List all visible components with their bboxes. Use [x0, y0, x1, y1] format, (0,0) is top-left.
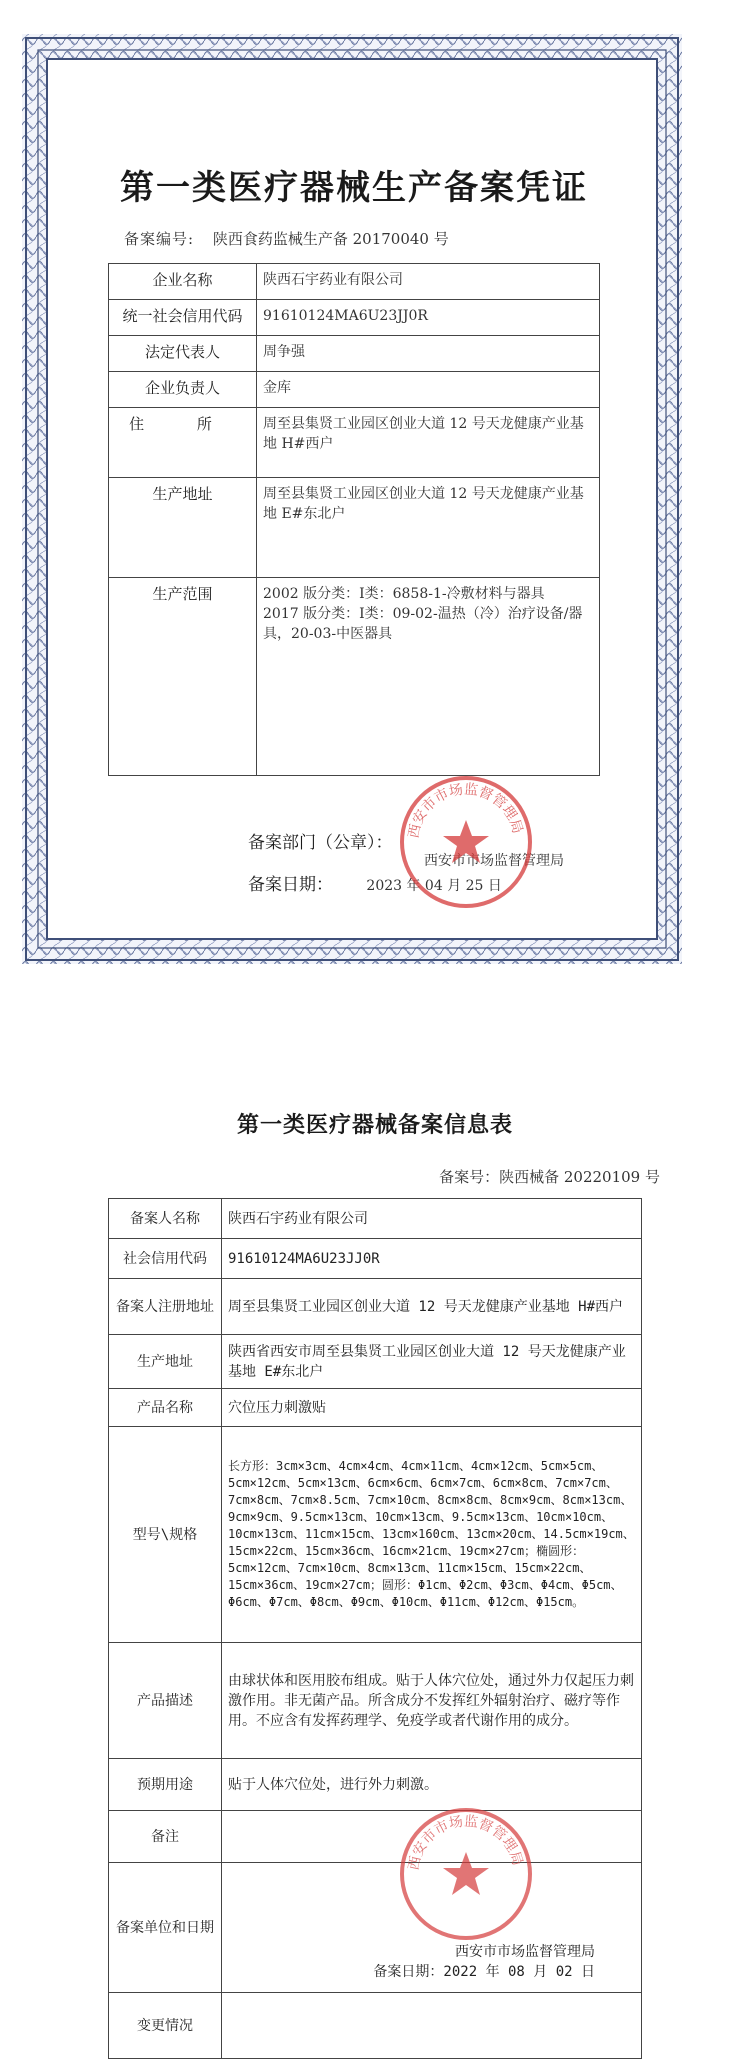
row-value: 长方形：3cm×3cm、4cm×4cm、4cm×11cm、4cm×12cm、5cm×5cm、5cm×12cm、5cm×13cm、6cm×6cm、6cm×7cm、6cm×8cm、7cm×7cm、7cm×8cm、7cm×8.5cm、7cm×10cm、8cm×8cm、8cm×9cm、8cm×13cm、9cm×9cm、9.5cm×13cm、10cm×13cm、9.5cm×13cm、10cm×10cm、10cm×13cm、11cm×15cm、13cm×160cm、13cm×20cm、14.5cm×19cm、15cm×22cm、15cm×36cm、16cm×21cm、19cm×27cm；椭圆形：5cm×12cm、7cm×10cm、8cm×13cm、11cm×15cm、15cm×22cm、15cm×36cm、19cm×27cm；圆形：Φ1cm、Φ2cm、Φ3cm、Φ4cm、Φ5cm、Φ6cm、Φ7cm、Φ8cm、Φ9cm、Φ10cm、Φ11cm、Φ12cm、Φ15cm。 — [222, 1427, 642, 1643]
table-row — [109, 578, 600, 776]
row-label: 预期用途 — [109, 1759, 222, 1811]
row-label: 统一社会信用代码 — [109, 300, 257, 336]
official-seal-icon — [396, 1804, 536, 1944]
seal-text: 西安市市场监督管理局 — [405, 1813, 526, 1872]
row-value: 91610124MA6U23JJ0R — [257, 300, 600, 336]
certificate-title: 第一类医疗器械生产备案凭证 — [120, 168, 588, 208]
table-row — [109, 1643, 642, 1759]
certificate-table — [108, 263, 600, 776]
filing-dept — [248, 828, 393, 853]
filing-date-label: 备案日期： — [248, 875, 333, 895]
row-value: 周至县集贤工业园区创业大道 12 号天龙健康产业基地 H#西户 — [222, 1279, 642, 1335]
row-value: 穴位压力刺激贴 — [222, 1389, 642, 1427]
table-row — [109, 1759, 642, 1811]
row-value: 陕西石宇药业有限公司 — [257, 264, 600, 300]
row-label: 住 所 — [109, 408, 257, 478]
row-label: 备案人名称 — [109, 1199, 222, 1239]
row-value: 金库 — [257, 372, 600, 408]
row-label: 生产范围 — [109, 578, 257, 776]
row-value: 周至县集贤工业园区创业大道 12 号天龙健康产业基地 E#东北户 — [257, 478, 600, 578]
table-row — [109, 1199, 642, 1239]
scope-2002: 2002 版分类：Ⅰ类：6858-1-冷敷材料与器具 — [263, 586, 545, 602]
table-row — [109, 264, 600, 300]
row-value: 陕西石宇药业有限公司 — [222, 1199, 642, 1239]
table-row — [109, 300, 600, 336]
filing-dept-value: 西安市市场监督管理局 — [424, 853, 564, 869]
row-label: 企业负责人 — [109, 372, 257, 408]
row-label: 社会信用代码 — [109, 1239, 222, 1279]
table-row — [109, 372, 600, 408]
info-table — [108, 1198, 642, 2059]
row-value: 周至县集贤工业园区创业大道 12 号天龙健康产业基地 H#西户 — [257, 408, 600, 478]
row-label: 型号\规格 — [109, 1427, 222, 1643]
row-label: 法定代表人 — [109, 336, 257, 372]
table-row — [109, 1239, 642, 1279]
table-row — [109, 1279, 642, 1335]
table-row — [109, 1427, 642, 1643]
table-row — [109, 1335, 642, 1389]
row-label: 备案单位和日期 — [109, 1863, 222, 1993]
row-label: 生产地址 — [109, 1335, 222, 1389]
row-label: 生产地址 — [109, 478, 257, 578]
record-number-value: 陕西食药监械生产备 20170040 号 — [212, 230, 449, 248]
filing-date-value: 备案日期：2022 年 08 月 02 日 — [373, 1964, 595, 1980]
row-value: 由球状体和医用胶布组成。贴于人体穴位处，通过外力仅起压力刺激作用。非无菌产品。所含成分不发挥红外辐射治疗、磁疗等作用。不应含有发挥药理学、免疫学或者代谢作用的成分。 — [222, 1643, 642, 1759]
seal-text: 西安市市场监督管理局 — [405, 781, 526, 840]
row-value: 91610124MA6U23JJ0R — [222, 1239, 642, 1279]
official-seal-icon — [396, 772, 536, 912]
table-row — [109, 1863, 642, 1993]
scope-2017: 2017 版分类：Ⅰ类：09-02-温热（冷）治疗设备/器具，20-03-中医器具 — [263, 606, 583, 642]
filing-dept-value: 西安市市场监督管理局 — [455, 1944, 595, 1960]
row-label: 产品描述 — [109, 1643, 222, 1759]
table-row — [109, 336, 600, 372]
row-value: 周争强 — [257, 336, 600, 372]
table-row — [109, 1811, 642, 1863]
info-record-number: 备案号：陕西械备 20220109 号 — [439, 1168, 660, 1186]
row-label: 变更情况 — [109, 1993, 222, 2059]
row-label: 产品名称 — [109, 1389, 222, 1427]
row-label: 企业名称 — [109, 264, 257, 300]
filing-dept-label: 备案部门（公章）： — [248, 833, 393, 853]
table-row — [109, 478, 600, 578]
table-row — [109, 1389, 642, 1427]
record-number-label: 备案编号: — [124, 230, 195, 248]
info-table-title: 第一类医疗器械备案信息表 — [236, 1112, 513, 1138]
row-label: 备案人注册地址 — [109, 1279, 222, 1335]
row-label: 备注 — [109, 1811, 222, 1863]
certificate-record-number — [124, 228, 449, 249]
filing-date-value: 2023 年 04 月 25 日 — [366, 878, 502, 894]
table-row — [109, 408, 600, 478]
row-value: 贴于人体穴位处，进行外力刺激。 — [222, 1759, 642, 1811]
row-value — [222, 1993, 642, 2059]
certificate-body — [46, 58, 658, 940]
row-value — [257, 578, 600, 776]
row-value: 陕西省西安市周至县集贤工业园区创业大道 12 号天龙健康产业基地 E#东北户 — [222, 1335, 642, 1389]
table-row — [109, 1993, 642, 2059]
filing-certificate — [22, 34, 682, 964]
